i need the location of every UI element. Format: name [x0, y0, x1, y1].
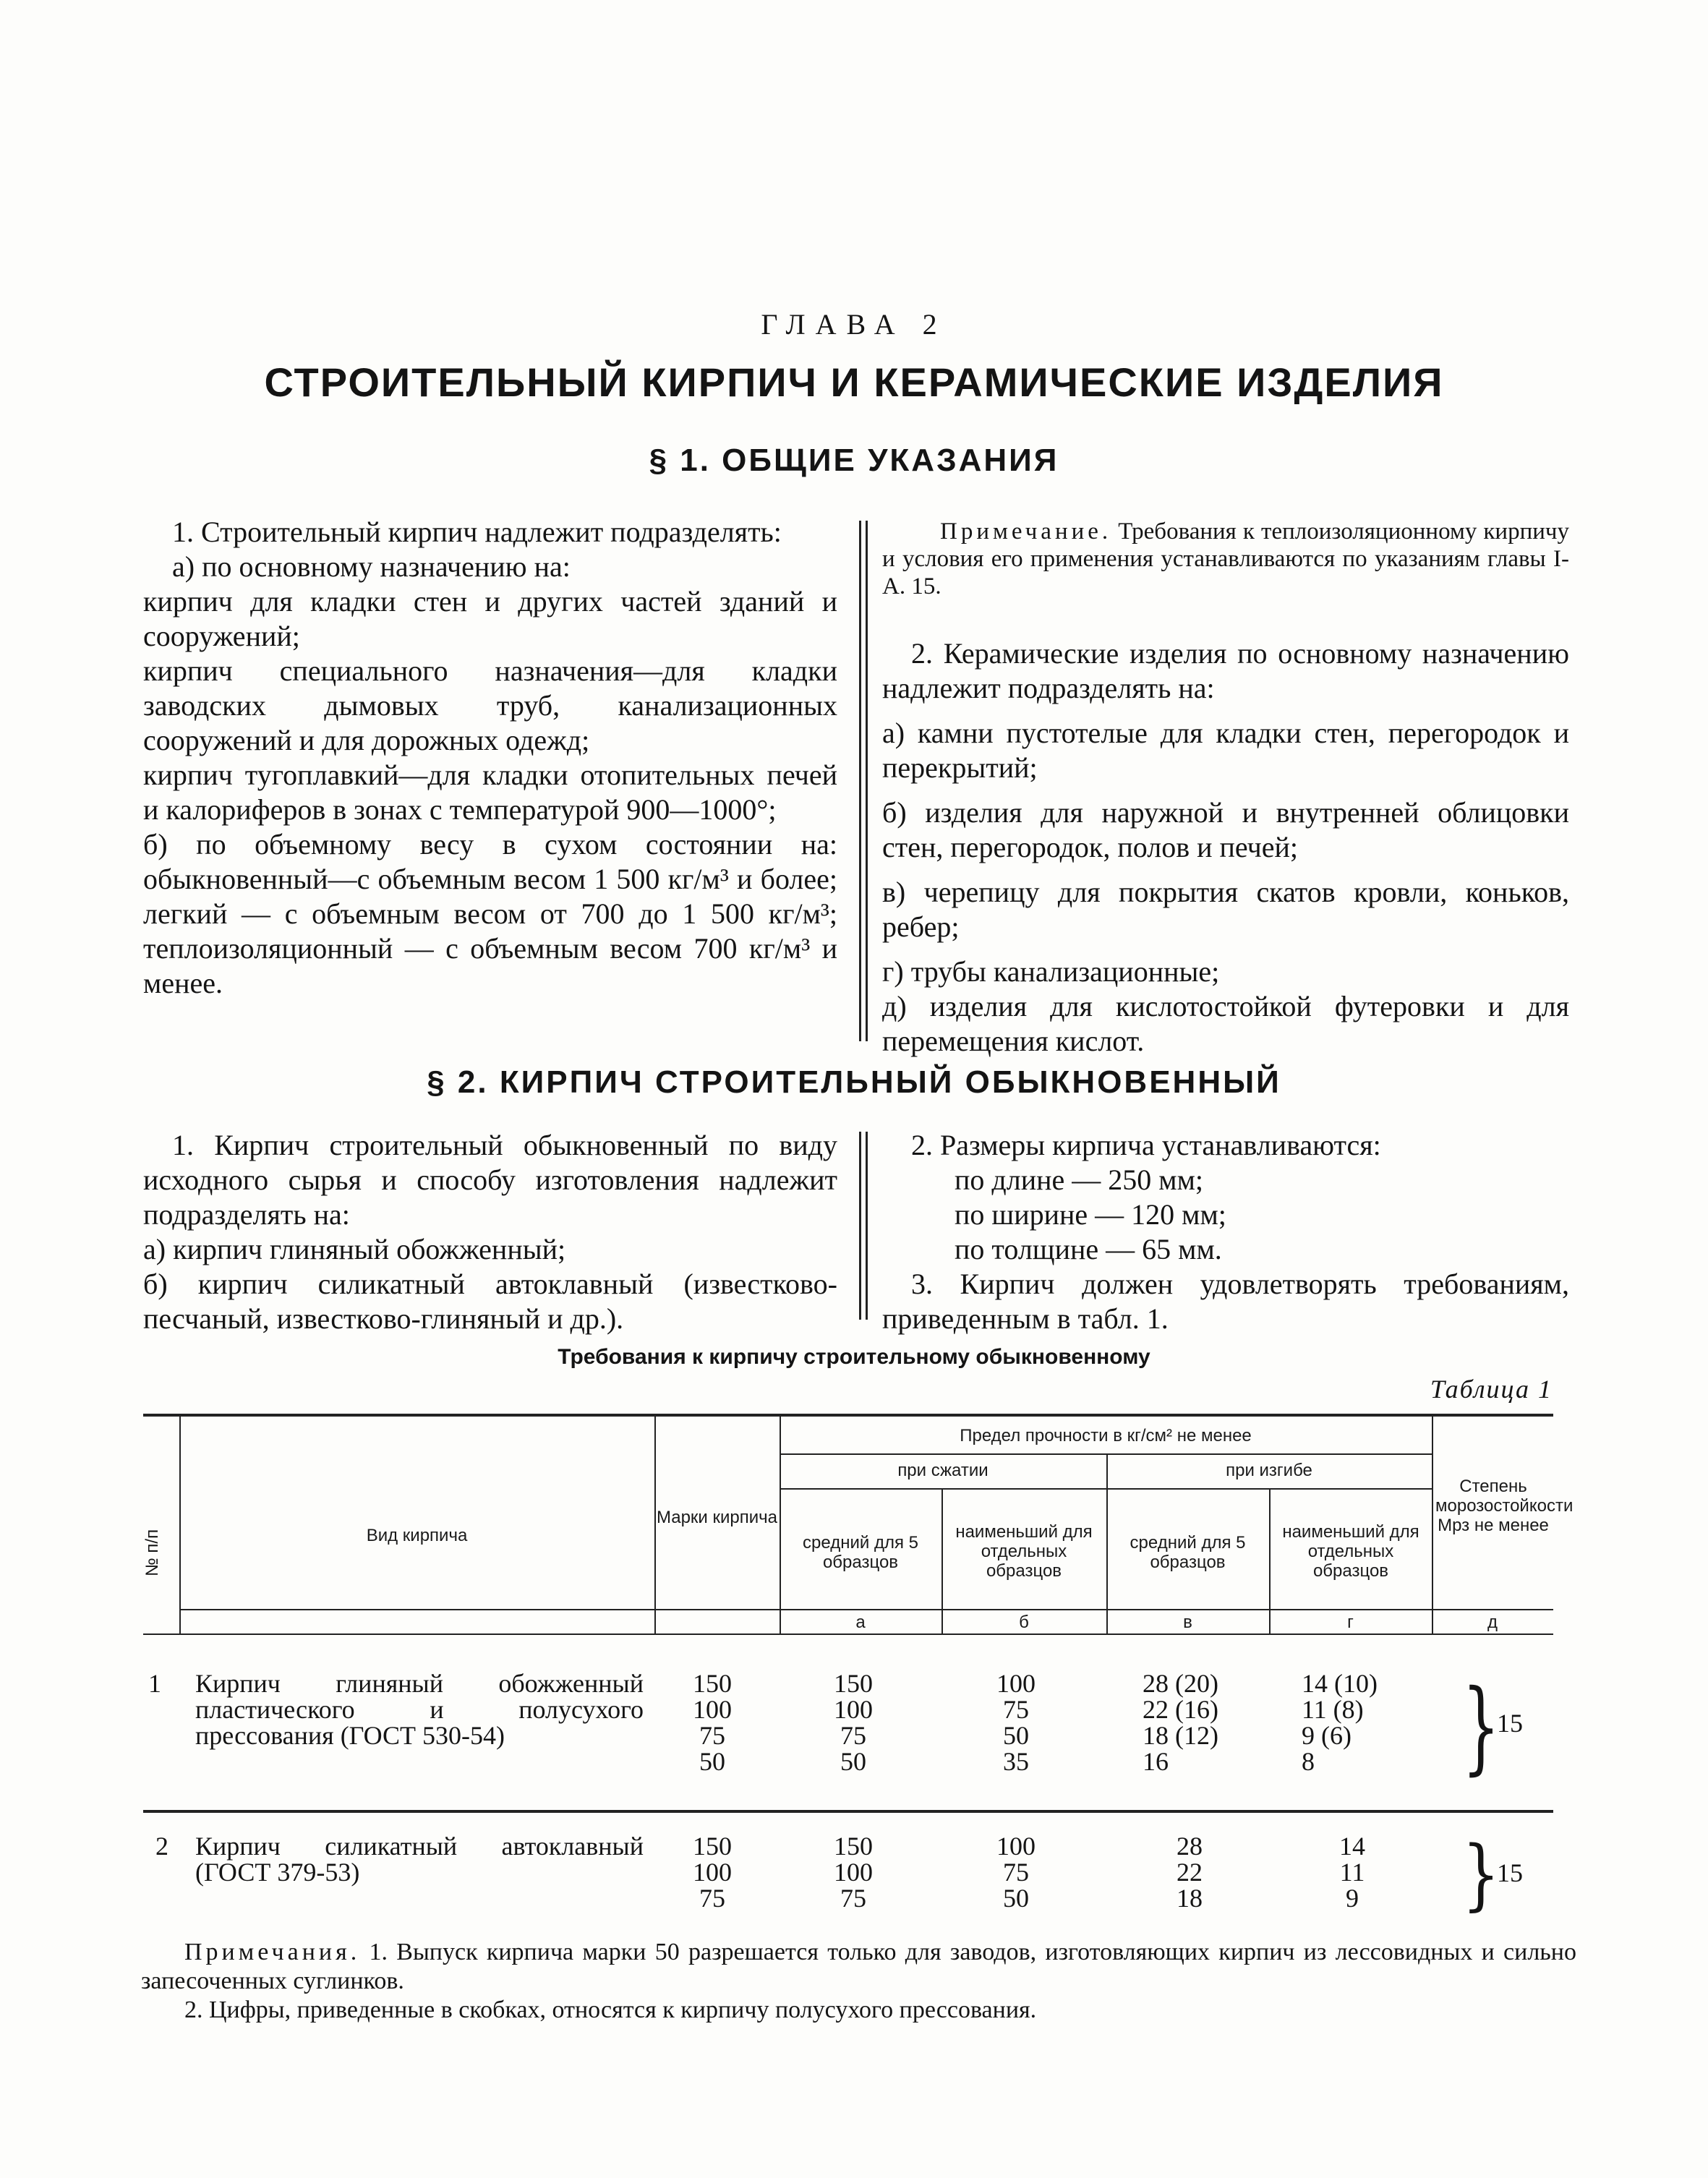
header-bending: при изгибе	[1226, 1461, 1312, 1480]
value: 75	[1003, 1695, 1029, 1724]
value: 18	[1177, 1884, 1203, 1913]
chapter-label: ГЛАВА 2	[761, 308, 947, 341]
value: 75	[840, 1884, 866, 1913]
table-vline	[179, 1415, 181, 1634]
value: 35	[1003, 1747, 1029, 1776]
value: 100	[996, 1832, 1036, 1861]
value: 150	[834, 1669, 873, 1698]
paragraph: б) кирпич силикатный автоклавный (известково-песчаный, известково-глиняный и др.).	[143, 1268, 837, 1335]
value: 75	[840, 1721, 866, 1750]
paragraph: д) изделия для кислотостойкой футеровки и для перемещения кислот.	[882, 990, 1569, 1057]
notes-label: Примечания.	[184, 1939, 361, 1965]
table-vline	[1432, 1415, 1433, 1634]
value: 100	[834, 1695, 873, 1724]
header-row-number: № п/п	[142, 1529, 162, 1576]
value: 100	[693, 1858, 732, 1887]
paragraph: в) черепицу для покрытия скатов кровли, коньков, ребер;	[882, 876, 1569, 943]
value: 50	[840, 1747, 866, 1776]
table-top-rule	[143, 1414, 1553, 1417]
brace-icon: }	[1462, 1669, 1500, 1786]
paragraph: а) камни пустотелые для кладки стен, перегородок и перекрытий;	[882, 717, 1569, 784]
note-1	[141, 1938, 1576, 1996]
note	[882, 518, 1569, 600]
row-col-v	[1143, 1670, 1258, 1775]
section-1-right-column	[882, 518, 1569, 1059]
paragraph: 2. Размеры кирпича устанавливаются:	[911, 1129, 1381, 1161]
value: 150	[834, 1832, 873, 1861]
header-avg-compression: средний для 5 образцов	[803, 1533, 918, 1572]
value: 100	[834, 1858, 873, 1887]
row-col-b	[973, 1833, 1059, 1911]
row-col-a	[810, 1670, 897, 1775]
row-col-a	[810, 1833, 897, 1911]
row-number: 1	[148, 1669, 161, 1698]
value: 150	[693, 1669, 732, 1698]
row-kind: Кирпич силикатный автоклавный (ГОСТ 379-53)	[195, 1832, 644, 1887]
note-1-text: 1. Выпуск кирпича марки 50 разрешается только для заводов, изготовляющих кирпич из лессовидных и сильно запесоченных суглинков.	[141, 1939, 1577, 1994]
header-strength: Предел прочности в кг/см² не менее	[960, 1426, 1252, 1445]
value: 75	[699, 1721, 725, 1750]
table-header-subrule	[780, 1453, 1432, 1455]
column-divider	[866, 521, 868, 1041]
table-caption: Требования к кирпичу строительному обыкновенному	[558, 1345, 1150, 1369]
paragraph: 1. Кирпич строительный обыкновенный по виду исходного сырья и способу изготовления надлежит подразделять на:	[143, 1129, 837, 1231]
table-header-subrule	[179, 1609, 1553, 1610]
value: 18 (12)	[1143, 1721, 1218, 1750]
paragraph: б) по объемному весу в сухом состоянии на: обыкновенный—с объемным весом 1 500 кг/м³ и более; легкий — с объемным весом от 700 до 1 500 кг/м³; теплоизоляционный — с объемным весом 700 кг/м³ и менее.	[143, 828, 837, 999]
dimension-width: по ширине — 120 мм;	[955, 1198, 1226, 1231]
paragraph: кирпич специального назначения—для кладки заводских дымовых труб, канализационных сооружений и для дорожных одежд;	[143, 654, 837, 756]
section-2-right-column	[882, 1128, 1569, 1336]
table-label: Таблица 1	[1430, 1375, 1553, 1404]
value: 16	[1143, 1747, 1169, 1776]
header-frost: Степень морозостойкости Мрз не менее	[1435, 1477, 1574, 1535]
value: 8	[1302, 1747, 1315, 1776]
value: 150	[693, 1832, 732, 1861]
row-col-b	[973, 1670, 1059, 1775]
header-min-bending: наименьший для отдельных образцов	[1282, 1522, 1419, 1581]
value: 100	[996, 1669, 1036, 1698]
paragraph: г) трубы канализационные;	[882, 955, 1220, 988]
column-divider	[866, 1132, 868, 1320]
value: 22	[1177, 1858, 1203, 1887]
value: 14	[1339, 1832, 1365, 1861]
value: 9 (6)	[1302, 1721, 1352, 1750]
header-avg-bending: средний для 5 образцов	[1130, 1533, 1246, 1572]
value: 9	[1346, 1884, 1359, 1913]
column-divider	[859, 1132, 861, 1320]
paragraph: кирпич для кладки стен и других частей зданий и сооружений;	[143, 585, 837, 652]
dimension-thickness: по толщине — 65 мм.	[955, 1233, 1222, 1265]
header-min-compression: наименьший для отдельных образцов	[955, 1522, 1093, 1581]
brace-icon: }	[1462, 1829, 1500, 1920]
section-1-title: § 1. ОБЩИЕ УКАЗАНИЯ	[649, 443, 1059, 478]
row-col-g	[1320, 1833, 1385, 1911]
section-1-left-column	[143, 515, 837, 1001]
header-compression: при сжатии	[897, 1461, 988, 1480]
row-grades	[669, 1670, 756, 1775]
dimension-length: по длине — 250 мм;	[955, 1163, 1204, 1196]
value: 11	[1339, 1858, 1365, 1887]
row-kind: Кирпич глиняный обожженный пластического и полусухого прессования (ГОСТ 530-54)	[195, 1669, 644, 1750]
paragraph: кирпич тугоплавкий—для кладки отопительных печей и калориферов в зонах с температурой 900—1000°;	[143, 759, 837, 826]
row-number: 2	[155, 1832, 168, 1861]
table-header-subrule	[780, 1488, 1432, 1490]
note-label: Примечание.	[940, 518, 1112, 544]
header-kind: Вид кирпича	[366, 1526, 468, 1545]
paragraph: 2. Керамические изделия по основному назначению надлежит подразделять на:	[882, 637, 1569, 704]
table-row-rule	[143, 1810, 1553, 1813]
header-col-d: д	[1487, 1613, 1498, 1632]
header-grade: Марки кирпича	[656, 1508, 778, 1527]
value: 28 (20)	[1143, 1669, 1218, 1698]
value: 75	[699, 1884, 725, 1913]
note-2: 2. Цифры, приведенные в скобках, относятся к кирпичу полусухого прессования.	[184, 1996, 1037, 2023]
value: 22 (16)	[1143, 1695, 1218, 1724]
section-2-left-column	[143, 1128, 837, 1336]
section-2-title: § 2. КИРПИЧ СТРОИТЕЛЬНЫЙ ОБЫКНОВЕННЫЙ	[427, 1064, 1281, 1100]
table-notes	[141, 1938, 1576, 2025]
paragraph: б) изделия для наружной и внутренней облицовки стен, перегородок, полов и печей;	[882, 796, 1569, 863]
paragraph: 1. Строительный кирпич надлежит подразделять:	[172, 516, 782, 548]
paragraph: а) кирпич глиняный обожженный;	[143, 1233, 566, 1265]
row-grades	[669, 1833, 756, 1911]
value: 14 (10)	[1302, 1669, 1378, 1698]
value: 50	[1003, 1721, 1029, 1750]
column-divider	[859, 521, 861, 1041]
paragraph: а) по основному назначению на:	[172, 550, 571, 583]
row-frost: 15	[1497, 1858, 1523, 1887]
value: 28	[1177, 1832, 1203, 1861]
header-col-a: а	[855, 1613, 866, 1632]
row-frost: 15	[1497, 1709, 1523, 1738]
row-col-g	[1302, 1670, 1417, 1775]
value: 50	[699, 1747, 725, 1776]
table-vline	[780, 1415, 781, 1634]
value: 100	[693, 1695, 732, 1724]
header-col-b: б	[1019, 1613, 1029, 1632]
row-col-v	[1157, 1833, 1222, 1911]
header-col-g: г	[1347, 1613, 1354, 1632]
table-vline	[1106, 1453, 1108, 1634]
header-col-v: в	[1183, 1613, 1192, 1632]
value: 11 (8)	[1302, 1695, 1364, 1724]
value: 75	[1003, 1858, 1029, 1887]
paragraph: 3. Кирпич должен удовлетворять требованиям, приведенным в табл. 1.	[882, 1268, 1569, 1335]
chapter-title: СТРОИТЕЛЬНЫЙ КИРПИЧ И КЕРАМИЧЕСКИЕ ИЗДЕЛИЯ	[264, 359, 1444, 405]
note-text: Требования к теплоизоляционному кирпичу и условия его применения устанавливаются по указаниям главы I-А. 15.	[882, 518, 1569, 599]
table-header-rule	[143, 1634, 1553, 1635]
value: 50	[1003, 1884, 1029, 1913]
